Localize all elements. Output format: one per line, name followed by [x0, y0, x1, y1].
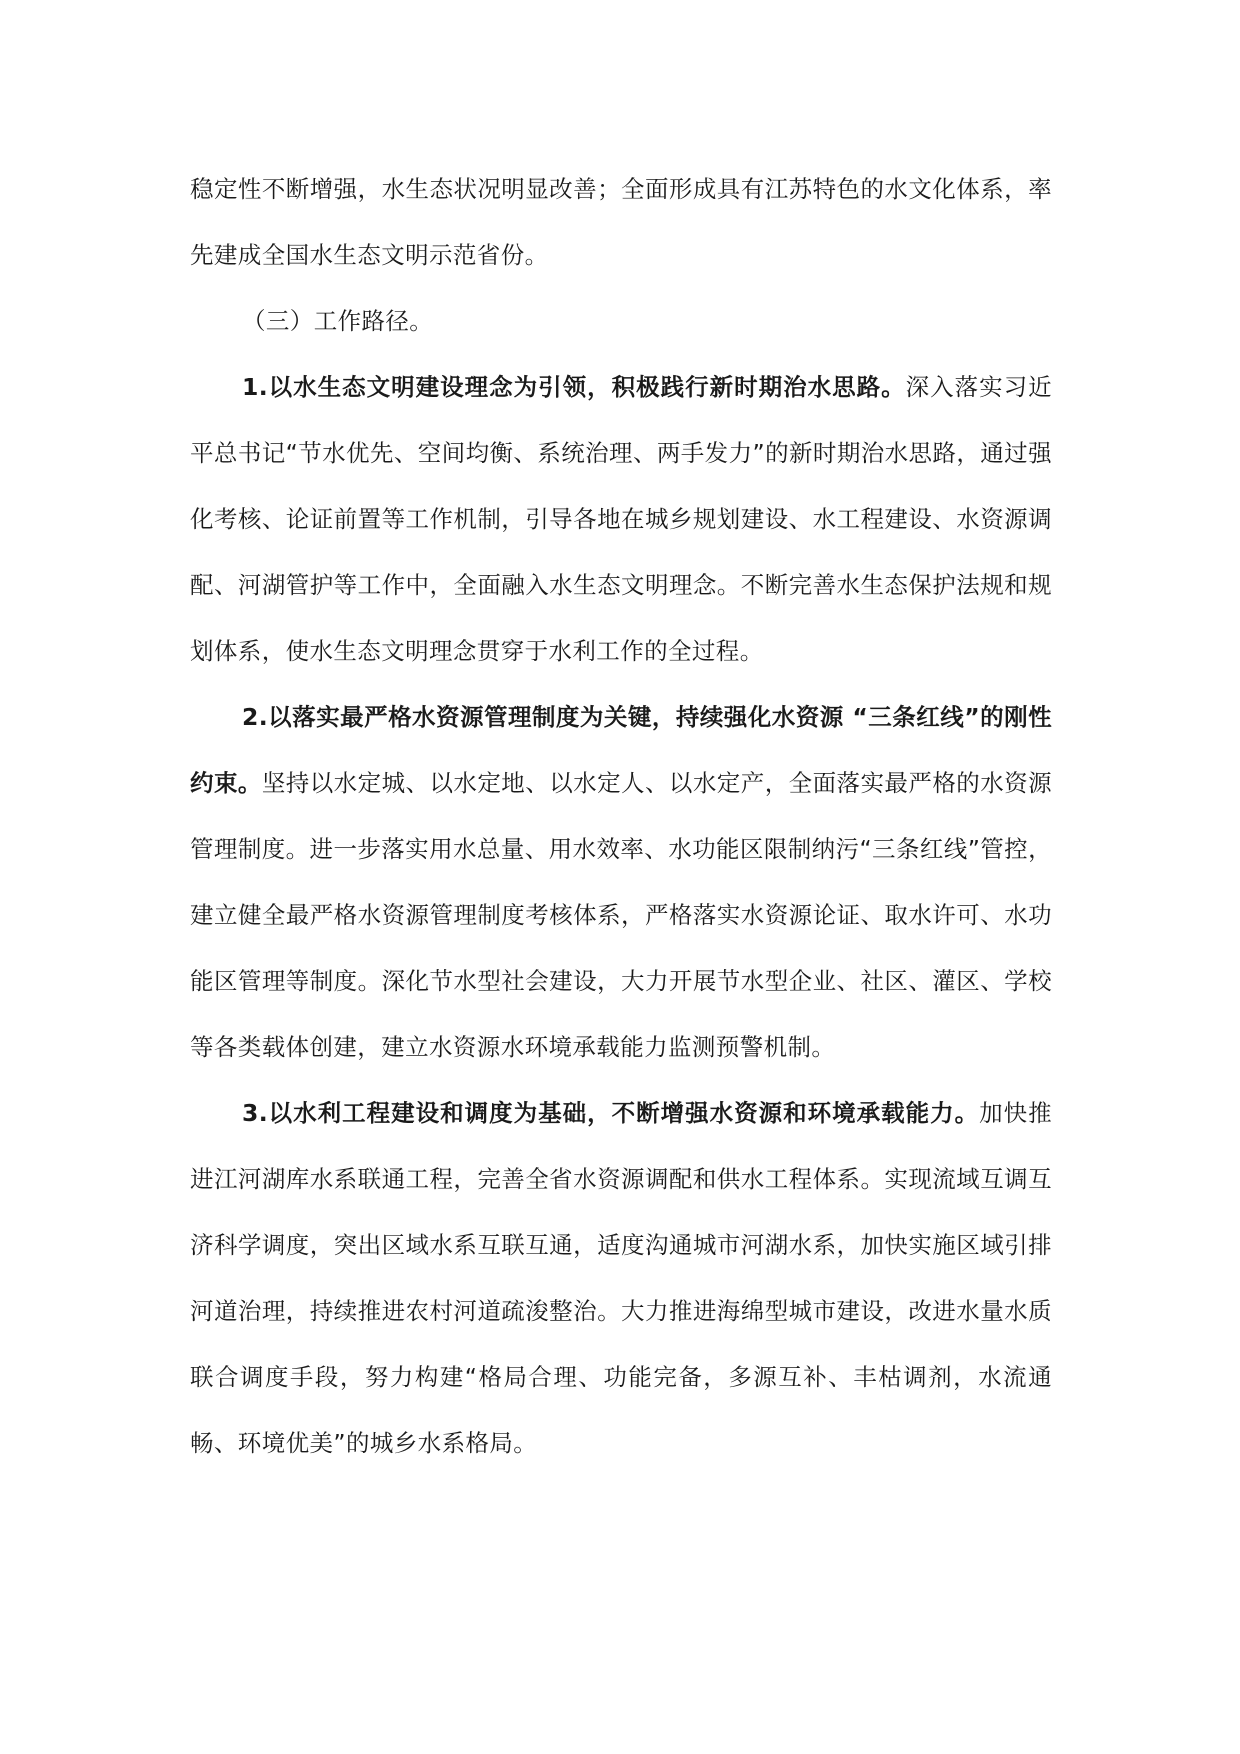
- item-2-body: 坚持以水定城、以水定地、以水定人、以水定产，全面落实最严格的水资源管理制度。进一步落实用水总量、用水效率、水功能区限制纳污“三条红线”管控，建立健全最严格水资源管理制度考核体系，严格落实水资源论证、取水许可、水功能区管理等制度。深化节水型社会建设，大力开展节水型企业、社区、灌区、学校等各类载体创建，建立水资源水环境承载能力监测预警机制。: [190, 769, 1052, 1061]
- paragraph-continuation: 稳定性不断增强，水生态状况明显改善；全面形成具有江苏特色的水文化体系，率先建成全国水生态文明示范省份。: [190, 175, 1052, 269]
- item-2-lead: 2.以落实最严格水资源管理制度为关键，持续强化水资源 “三条红线”的刚性约束。: [190, 703, 1052, 797]
- section-subheading: （三）工作路径。: [242, 307, 434, 335]
- item-1-body: 深入落实习近平总书记“节水优先、空间均衡、系统治理、两手发力”的新时期治水思路，通过强化考核、论证前置等工作机制，引导各地在城乡规划建设、水工程建设、水资源调配、河湖管护等工作中，全面融入水生态文明理念。不断完善水生态保护法规和规划体系，使水生态文明理念贯穿于水利工作的全过程。: [190, 373, 1052, 665]
- paragraph-item-3: [190, 1080, 1052, 1476]
- item-3-lead: 3.以水利工程建设和调度为基础，不断增强水资源和环境承载能力。: [242, 1099, 980, 1127]
- body-text: [190, 156, 1052, 1476]
- paragraph-item-2: [190, 684, 1052, 1080]
- paragraph-item-1: [190, 354, 1052, 684]
- item-3-body: 加快推进江河湖库水系联通工程，完善全省水资源调配和供水工程体系。实现流域互调互济科学调度，突出区域水系互联互通，适度沟通城市河湖水系，加快实施区域引排河道治理，持续推进农村河道疏浚整治。大力推进海绵型城市建设，改进水量水质联合调度手段，努力构建“格局合理、功能完备，多源互补、丰枯调剂，水流通畅、环境优美”的城乡水系格局。: [190, 1099, 1052, 1457]
- item-1-lead: 1.以水生态文明建设理念为引领，积极践行新时期治水思路。: [242, 373, 906, 401]
